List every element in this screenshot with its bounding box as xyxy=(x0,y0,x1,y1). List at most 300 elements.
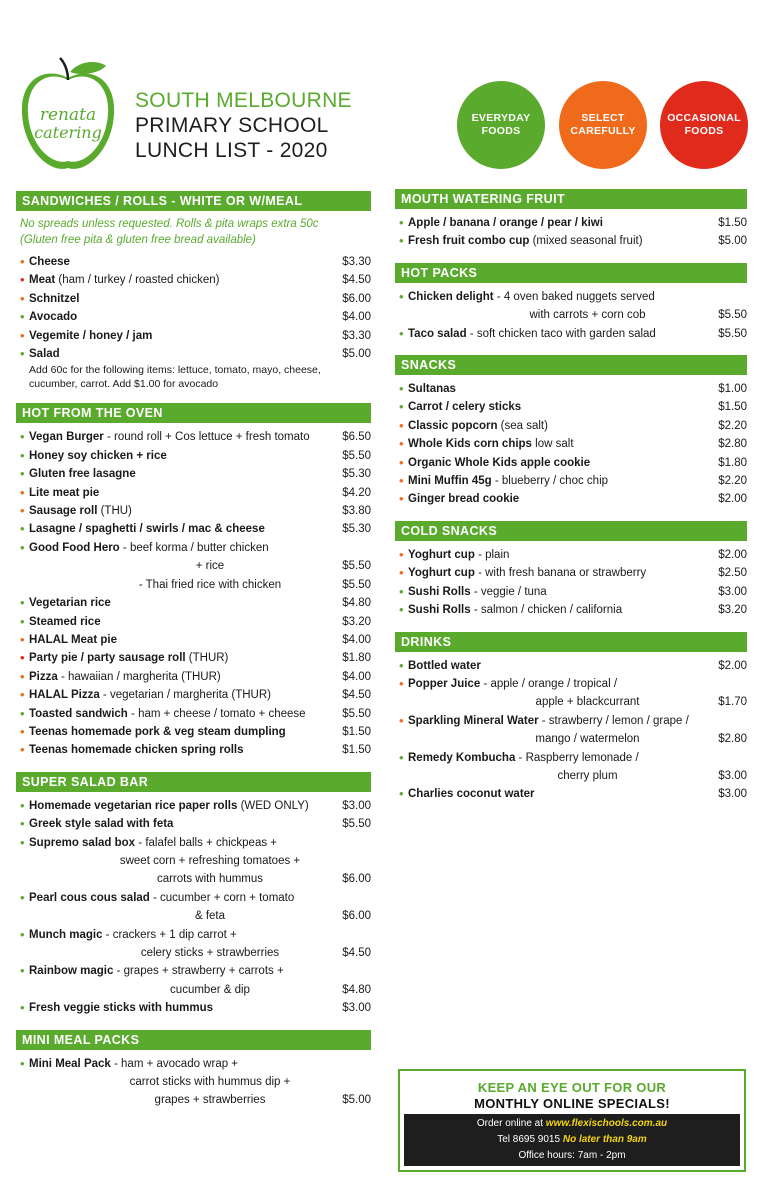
menu-item xyxy=(395,730,747,748)
menu-item-price: $4.00 xyxy=(342,311,371,324)
menu-item-name: HALAL Pizza xyxy=(29,689,100,702)
menu-item-price: $2.00 xyxy=(718,548,747,561)
menu-item-price: $4.80 xyxy=(342,597,371,610)
menu-item-text xyxy=(29,834,331,852)
menu-item-text xyxy=(408,767,707,785)
menu-item-price: $4.50 xyxy=(342,947,371,959)
section-drinks xyxy=(395,632,747,804)
badge-label: OCCASIONAL xyxy=(667,112,741,124)
menu-item-text xyxy=(408,657,707,675)
menu-item-price: $3.80 xyxy=(342,505,371,518)
menu-item-price: $5.00 xyxy=(342,348,371,361)
left-column xyxy=(16,191,371,1122)
menu-item-name: Yoghurt cup xyxy=(408,548,475,561)
note-line: Add 60c for the following items: lettuce, tomato, mayo, cheese, xyxy=(29,364,321,377)
bullet-dot-icon: • xyxy=(20,723,25,739)
menu-item xyxy=(16,594,371,612)
menu-item-description: - with fresh banana or strawberry xyxy=(474,567,647,580)
menu-item xyxy=(395,380,747,398)
menu-item-price: $3.30 xyxy=(342,329,371,342)
menu-item-text xyxy=(29,889,331,907)
section-mouth-watering-fruit xyxy=(395,189,747,251)
menu-item-price xyxy=(331,539,371,557)
menu-item-text xyxy=(29,520,331,538)
menu-item-text xyxy=(29,668,331,686)
menu-item xyxy=(16,484,371,502)
bullet-dot-icon: • xyxy=(20,687,25,703)
menu-list xyxy=(16,428,371,759)
menu-item-text xyxy=(29,649,331,667)
bullet-dot-icon: • xyxy=(20,429,25,445)
menu-item-name: Vegetarian rice xyxy=(29,597,111,610)
menu-item-price: $6.00 xyxy=(342,873,371,886)
logo-text-renata: renata xyxy=(39,105,97,125)
bullet-dot-icon: • xyxy=(399,583,404,599)
menu-item-description: - salmon / chicken / california xyxy=(470,604,623,617)
bullet-dot-icon: • xyxy=(399,288,404,304)
menu-item xyxy=(16,889,371,907)
bullet-dot-icon: • xyxy=(399,565,404,581)
menu-item-price: $6.00 xyxy=(342,292,371,305)
menu-item-text xyxy=(29,557,331,575)
menu-item-price: $5.30 xyxy=(342,523,371,536)
menu-item-name: Party pie / party sausage roll xyxy=(29,652,186,665)
page-title xyxy=(135,88,352,163)
menu-item-name: Cheese xyxy=(29,256,70,268)
menu-item-price: $1.50 xyxy=(718,217,747,229)
menu-item xyxy=(395,657,747,675)
right-column xyxy=(395,189,747,816)
menu-item-text xyxy=(408,749,707,767)
menu-item-text xyxy=(29,465,331,483)
badge-occasional-foods xyxy=(660,81,748,169)
menu-item-price: $5.50 xyxy=(718,309,747,322)
menu-item-text xyxy=(408,583,707,601)
bullet-dot-icon: • xyxy=(20,447,25,463)
section-heading: SNACKS xyxy=(395,355,747,375)
menu-item-price: $3.00 xyxy=(342,799,371,812)
badge-label: FOODS xyxy=(684,125,724,137)
bullet-dot-icon: • xyxy=(399,657,404,673)
menu-item xyxy=(395,214,747,232)
menu-item-name: Salad xyxy=(29,348,60,361)
bullet-dot-icon: • xyxy=(20,631,25,647)
bullet-dot-icon: • xyxy=(20,889,25,905)
bullet-dot-icon: • xyxy=(20,484,25,500)
menu-item-text xyxy=(29,447,331,465)
menu-item-text xyxy=(408,564,707,582)
menu-item-description: with carrots + corn cob xyxy=(529,309,646,322)
menu-item-description: apple + blackcurrant xyxy=(535,696,640,709)
bullet-dot-icon: • xyxy=(20,521,25,537)
menu-item xyxy=(395,767,747,785)
menu-item-text xyxy=(408,380,707,398)
menu-item-price xyxy=(331,834,371,852)
menu-item-price: $3.00 xyxy=(718,769,747,782)
menu-item-name: Sausage roll xyxy=(29,505,98,518)
bullet-dot-icon xyxy=(20,1073,29,1091)
bullet-dot-icon: • xyxy=(20,539,25,555)
menu-item-name: Sparkling Mineral Water xyxy=(408,714,539,727)
menu-item-description: & feta xyxy=(194,910,226,923)
bullet-dot-icon: • xyxy=(399,215,404,230)
menu-item-price: $6.50 xyxy=(342,431,371,444)
menu-item xyxy=(16,944,371,962)
online-specials-box xyxy=(398,1069,746,1172)
logo-text-catering: catering xyxy=(34,123,102,142)
menu-item xyxy=(395,693,747,711)
menu-item-name: Teenas homemade pork & veg steam dumpling xyxy=(29,725,286,738)
bullet-dot-icon: • xyxy=(20,346,25,362)
menu-item-description: sweet corn + refreshing tomatoes + xyxy=(119,854,301,867)
menu-item-price: $5.00 xyxy=(718,235,747,248)
menu-item-text xyxy=(29,308,331,326)
bullet-dot-icon: • xyxy=(399,381,404,397)
menu-item-name: Homemade vegetarian rice paper rolls xyxy=(29,799,238,812)
menu-item-name: Yoghurt cup xyxy=(408,567,475,580)
menu-item-text xyxy=(29,631,331,649)
section-heading: DRINKS xyxy=(395,632,747,652)
menu-item-text xyxy=(29,705,331,723)
bullet-dot-icon: • xyxy=(20,466,25,482)
section-hot-packs xyxy=(395,263,747,343)
menu-item-text xyxy=(408,472,707,490)
menu-item-text xyxy=(408,454,707,472)
menu-item xyxy=(16,962,371,980)
menu-item xyxy=(395,325,747,343)
menu-item-price: $2.80 xyxy=(718,438,747,451)
menu-item xyxy=(16,705,371,723)
menu-item-description: - plain xyxy=(474,548,510,561)
menu-item-text xyxy=(29,428,331,446)
menu-item-price: $1.80 xyxy=(342,652,371,665)
menu-item xyxy=(395,564,747,582)
order-online-line xyxy=(404,1116,740,1132)
menu-item-name: Classic popcorn xyxy=(408,419,498,432)
section-heading: HOT FROM THE OVEN xyxy=(16,403,371,423)
order-deadline: No later than 9am xyxy=(562,1134,647,1145)
order-label: Order online at xyxy=(476,1118,546,1129)
menu-item xyxy=(16,815,371,833)
bullet-dot-icon: • xyxy=(399,712,404,728)
menu-item-price xyxy=(331,926,371,944)
bullet-dot-icon: • xyxy=(20,595,25,611)
menu-item-description: carrot sticks with hummus dip + xyxy=(129,1076,291,1089)
note-line: No spreads unless requested. Rolls & pita wraps extra 50c xyxy=(20,218,319,230)
bullet-dot-icon: • xyxy=(399,454,404,470)
bullet-dot-icon: • xyxy=(20,327,25,343)
menu-item-description: - hawaiian / margherita (THUR) xyxy=(57,670,221,683)
menu-item xyxy=(395,398,747,416)
menu-item-price: $2.20 xyxy=(718,419,747,432)
bullet-dot-icon: • xyxy=(20,1055,25,1071)
menu-item xyxy=(16,981,371,999)
menu-item-price: $3.00 xyxy=(342,1002,371,1015)
menu-list xyxy=(16,1055,371,1110)
bullet-dot-icon: • xyxy=(399,233,404,249)
menu-item-name: Sushi Rolls xyxy=(408,604,471,617)
menu-item-price: $3.20 xyxy=(718,604,747,617)
menu-item xyxy=(16,852,371,870)
menu-item-description: (sea salt) xyxy=(497,419,548,432)
menu-item-price: $3.20 xyxy=(342,615,371,628)
menu-item-text xyxy=(408,398,707,416)
bullet-dot-icon: • xyxy=(20,816,25,832)
menu-item-name: Gluten free lasagne xyxy=(29,468,136,481)
bullet-dot-icon: • xyxy=(20,834,25,850)
menu-item-text xyxy=(408,306,707,324)
menu-item-description: - beef korma / butter chicken xyxy=(119,541,269,554)
bullet-dot-icon xyxy=(399,306,408,324)
menu-item-price: $4.20 xyxy=(342,486,371,499)
menu-item-name: Sultanas xyxy=(408,383,456,396)
section-heading: MOUTH WATERING FRUIT xyxy=(395,189,747,209)
menu-item-text xyxy=(408,435,707,453)
menu-item xyxy=(16,465,371,483)
menu-item-description: - ham + avocado wrap + xyxy=(110,1057,239,1070)
menu-item xyxy=(395,232,747,250)
menu-item-text xyxy=(29,327,331,345)
menu-item xyxy=(395,490,747,508)
menu-item-price: $3.00 xyxy=(718,585,747,598)
bullet-dot-icon: • xyxy=(20,309,25,325)
menu-item-description: low salt xyxy=(531,438,574,451)
menu-item-price: $4.80 xyxy=(342,983,371,996)
menu-item-text xyxy=(29,870,331,888)
note-line: cucumber, carrot. Add $1.00 for avocado xyxy=(29,378,219,391)
bullet-dot-icon xyxy=(20,944,29,962)
promo-subheadline: MONTHLY ONLINE SPECIALS! xyxy=(474,1096,670,1111)
menu-item xyxy=(395,712,747,730)
menu-item-description: - grapes + strawberry + carrots + xyxy=(113,965,284,978)
bullet-dot-icon: • xyxy=(399,325,404,341)
menu-item-name: Honey soy chicken + rice xyxy=(29,449,167,462)
menu-list xyxy=(395,380,747,509)
menu-list xyxy=(395,546,747,620)
menu-item xyxy=(16,447,371,465)
menu-item xyxy=(16,723,371,741)
menu-item-name: Ginger bread cookie xyxy=(408,493,520,506)
menu-item-text xyxy=(29,613,331,631)
menu-list xyxy=(16,797,371,1018)
sandwich-note xyxy=(16,216,371,248)
menu-item-name: Lasagne / spaghetti / swirls / mac & cheese xyxy=(29,523,265,536)
bullet-dot-icon: • xyxy=(399,546,404,562)
bullet-dot-icon: • xyxy=(20,926,25,942)
menu-item-name: Remedy Kombucha xyxy=(408,751,516,764)
menu-item-price: $4.00 xyxy=(342,633,371,646)
menu-list xyxy=(395,214,747,251)
menu-item-name: Greek style salad with feta xyxy=(29,818,174,831)
bullet-dot-icon xyxy=(20,1091,29,1109)
menu-item xyxy=(16,428,371,446)
menu-item-price xyxy=(331,1073,371,1091)
menu-item-description: - 4 oven baked nuggets served xyxy=(493,290,655,303)
menu-item-description: (ham / turkey / roasted chicken) xyxy=(55,274,220,287)
menu-item-text xyxy=(408,325,707,343)
menu-item-description: celery sticks + strawberries xyxy=(140,947,280,959)
menu-item-price xyxy=(707,288,747,306)
menu-item xyxy=(16,1073,371,1091)
menu-item-price xyxy=(331,962,371,980)
menu-item-text xyxy=(29,539,331,557)
menu-item xyxy=(16,926,371,944)
menu-item-name: Whole Kids corn chips xyxy=(408,438,532,451)
menu-item-text xyxy=(29,345,331,363)
section-sandwiches xyxy=(16,191,371,391)
menu-item-price xyxy=(331,852,371,870)
menu-item-price: $1.50 xyxy=(342,744,371,757)
bullet-dot-icon: • xyxy=(399,436,404,452)
menu-item-description: carrots with hummus xyxy=(156,873,264,886)
menu-item-text xyxy=(29,797,331,815)
bullet-dot-icon: • xyxy=(20,613,25,629)
bullet-dot-icon: • xyxy=(399,786,404,802)
menu-item-name: Pearl cous cous salad xyxy=(29,891,150,904)
menu-item-name: Teenas homemade chicken spring rolls xyxy=(29,744,244,757)
menu-item-price: $4.00 xyxy=(342,670,371,683)
menu-item-description: grapes + strawberries xyxy=(154,1094,266,1107)
menu-item xyxy=(16,834,371,852)
menu-item-name: Popper Juice xyxy=(408,677,481,690)
menu-item xyxy=(16,539,371,557)
menu-item-price: $3.00 xyxy=(718,788,747,801)
menu-item-name: Steamed rice xyxy=(29,615,101,628)
menu-item-name: Fresh veggie sticks with hummus xyxy=(29,1002,214,1015)
menu-item-price: $5.50 xyxy=(718,327,747,340)
menu-item-text xyxy=(408,601,707,619)
menu-item-name: Apple / banana / orange / pear / kiwi xyxy=(408,217,603,229)
menu-item-name: Sushi Rolls xyxy=(408,585,471,598)
note-line: (Gluten free pita & gluten free bread available) xyxy=(20,234,256,246)
menu-item-price: $2.00 xyxy=(718,659,747,672)
menu-item-name: Toasted sandwich xyxy=(29,707,128,720)
badge-select-carefully xyxy=(559,81,647,169)
menu-item-text xyxy=(29,594,331,612)
menu-item-description: - Thai fried rice with chicken xyxy=(138,578,282,591)
menu-item-text xyxy=(408,693,707,711)
bullet-dot-icon: • xyxy=(20,705,25,721)
menu-item-price xyxy=(707,712,747,730)
menu-item-name: Good Food Hero xyxy=(29,541,120,554)
menu-item-price xyxy=(331,1055,371,1073)
tel-number: Tel 8695 9015 xyxy=(497,1134,563,1145)
bullet-dot-icon: • xyxy=(399,602,404,618)
menu-item-description: - ham + cheese / tomato + cheese xyxy=(127,707,306,720)
menu-item-text xyxy=(408,288,707,306)
menu-item-text xyxy=(408,490,707,508)
menu-item-price: $2.50 xyxy=(718,567,747,580)
menu-item-description: - blueberry / choc chip xyxy=(491,475,609,488)
menu-item-price: $4.50 xyxy=(342,274,371,287)
menu-item xyxy=(16,345,371,363)
badge-everyday-foods xyxy=(457,81,545,169)
menu-item-name: Bottled water xyxy=(408,659,481,672)
menu-item-text xyxy=(29,686,331,704)
bullet-dot-icon xyxy=(20,870,29,888)
badge-label: SELECT xyxy=(581,112,625,124)
menu-item-name: Vegemite / honey / jam xyxy=(29,329,153,342)
menu-item-price: $5.50 xyxy=(342,560,371,573)
menu-item-text xyxy=(408,546,707,564)
flexischools-link[interactable]: www.flexischools.com.au xyxy=(545,1118,668,1129)
menu-item xyxy=(16,649,371,667)
title-school-line1: SOUTH MELBOURNE xyxy=(135,89,352,112)
badge-label: EVERYDAY xyxy=(471,112,531,124)
menu-item-description: + rice xyxy=(195,560,225,573)
section-snacks xyxy=(395,355,747,509)
menu-item-price: $2.20 xyxy=(718,475,747,488)
menu-item-text xyxy=(29,1055,331,1073)
section-heading: HOT PACKS xyxy=(395,263,747,283)
menu-item-price: $2.80 xyxy=(718,733,747,746)
menu-item-text xyxy=(29,290,331,308)
menu-item xyxy=(16,576,371,594)
section-heading: SUPER SALAD BAR xyxy=(16,772,371,792)
menu-item-text xyxy=(408,675,707,693)
section-heading: COLD SNACKS xyxy=(395,521,747,541)
menu-item-name: Mini Meal Pack xyxy=(29,1057,111,1070)
menu-item xyxy=(16,290,371,308)
menu-item-description: - soft chicken taco with garden salad xyxy=(466,327,656,340)
menu-item-name: Fresh fruit combo cup xyxy=(408,235,530,248)
menu-item-name: Avocado xyxy=(29,311,78,324)
menu-item-description: (WED ONLY) xyxy=(237,799,309,812)
bullet-dot-icon: • xyxy=(399,491,404,507)
bullet-dot-icon xyxy=(399,767,408,785)
menu-item-name: Mini Muffin 45g xyxy=(408,475,492,488)
menu-item xyxy=(16,271,371,289)
menu-item xyxy=(16,557,371,575)
menu-item-description: - strawberry / lemon / grape / xyxy=(538,714,689,727)
menu-item-name: Schnitzel xyxy=(29,292,80,305)
menu-item-name: HALAL Meat pie xyxy=(29,633,117,646)
menu-item-description: - apple / orange / tropical / xyxy=(480,677,618,690)
menu-item-price: $6.00 xyxy=(342,910,371,923)
bullet-dot-icon: • xyxy=(20,650,25,666)
menu-item-description: - veggie / tuna xyxy=(470,585,547,598)
badge-label: FOODS xyxy=(481,125,521,137)
menu-item-text xyxy=(408,785,707,803)
menu-list xyxy=(395,288,747,343)
menu-item-name: Taco salad xyxy=(408,327,467,340)
menu-item-price xyxy=(331,889,371,907)
renata-catering-logo xyxy=(16,56,120,176)
menu-item xyxy=(395,785,747,803)
menu-item xyxy=(16,253,371,271)
menu-item xyxy=(395,546,747,564)
menu-item-text xyxy=(408,232,707,250)
bullet-dot-icon: • xyxy=(20,668,25,684)
menu-item-text xyxy=(408,730,707,748)
menu-item-text xyxy=(29,1073,331,1091)
menu-item-name: Rainbow magic xyxy=(29,965,114,978)
salad-addon-note xyxy=(16,363,371,391)
menu-item xyxy=(395,675,747,693)
menu-item-description: - vegetarian / margherita (THUR) xyxy=(99,689,271,702)
menu-item xyxy=(395,749,747,767)
menu-item xyxy=(16,686,371,704)
menu-item-price: $1.50 xyxy=(342,725,371,738)
menu-item-text xyxy=(408,417,707,435)
menu-item xyxy=(16,631,371,649)
tel-line xyxy=(404,1132,740,1148)
menu-item-price: $5.30 xyxy=(342,468,371,481)
bullet-dot-icon: • xyxy=(399,417,404,433)
menu-item-name: Pizza xyxy=(29,670,58,683)
bullet-dot-icon: • xyxy=(20,254,25,269)
section-heading: SANDWICHES / ROLLS - WHITE OR W/MEAL xyxy=(16,191,371,211)
